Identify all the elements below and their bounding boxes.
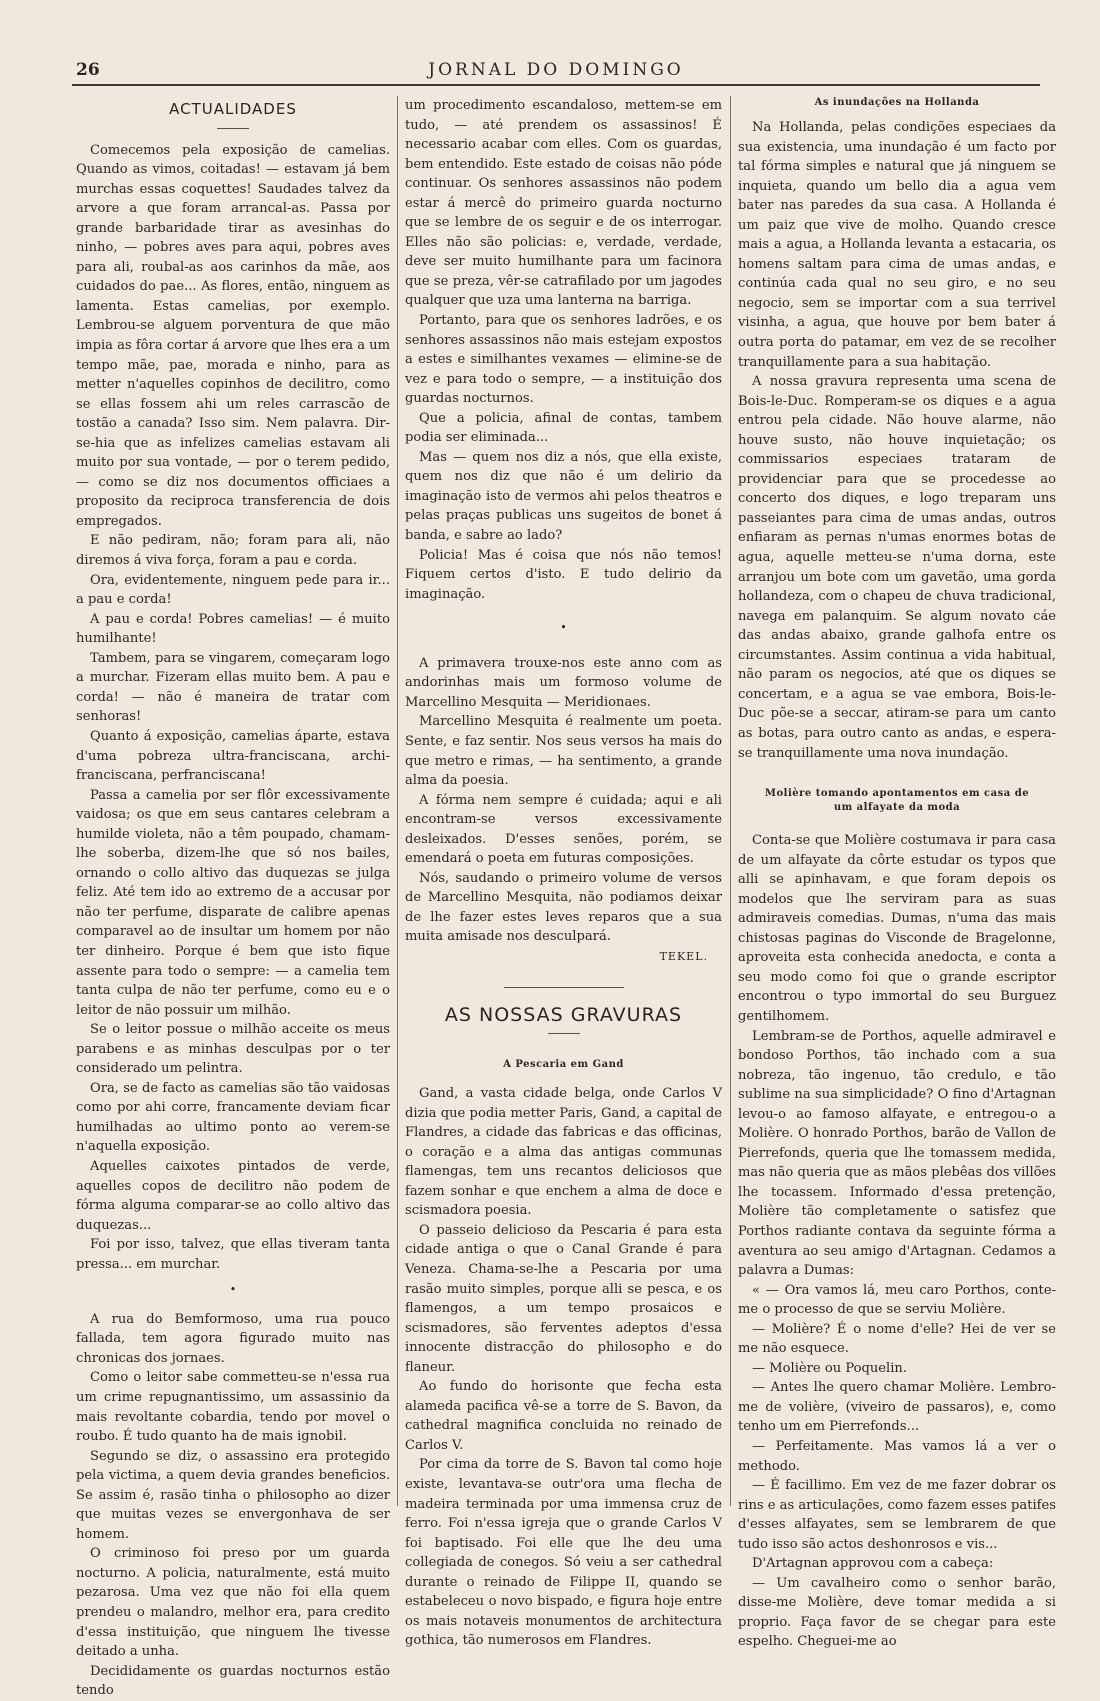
paragraph: Na Hollanda, pelas condições especiaes da sua existencia, uma inundação é um facto por tal fórma simples e natural que já ninguem se inquieta, quando um bello dia a agua vem bater nas paredes da sua casa. A Hollanda é um paiz que vive de molho. Quando cresce mais a agua, a Hollanda levanta a estacaria, os homens saltam para cima de umas andas, e continúa cada qual no seu giro, e no seu negocio, sem se importar com a sua terrivel visinha, a agua, que houve por bem bater á outra porta do patamar, em vez de se recolher tranquillamente para a sua habitação. — [738, 120, 1056, 370]
paragraph: Se o leitor possue o milhão acceite os meus parabens e as minhas desculpas por o ter considerado um pelintra. — [76, 1022, 390, 1077]
paragraph: Decididamente os guardas nocturnos estão tendo — [76, 1663, 390, 1699]
paragraph: — Molière ou Poquelin. — [752, 1360, 908, 1376]
paragraph: Segundo se diz, o assassino era protegido pela victima, a quem devia grandes beneficios. Se assim é, rasão tinha o philosopho ao dizer que muitas vezes se envergonhava de ser homem. — [76, 1448, 390, 1542]
paragraph: Que a policia, afinal de contas, tambem podia ser eliminada... — [405, 410, 722, 446]
paragraph: — É facillimo. Em vez de me fazer dobrar os rins e as articulações, como fazem esses patifes d'esses alfayates, sem se lembrarem de que tudo isso são actos deshonrosos e vis... — [738, 1478, 1056, 1552]
paragraph: Gand, a vasta cidade belga, onde Carlos V dizia que podia metter Paris, Gand, a capital de Flandres, a cidade das fabricas e das officinas, o coração e a alma das antigas communas flamengas, tem uns recantos deliciosos que fazem sonhar e que enchem a alma de doce e scismadora poesia. — [405, 1086, 722, 1219]
paragraph: — Antes lhe quero chamar Molière. Lembro-me de volière, (viveiro de passaros), e, como tenho um em Pierrefonds... — [738, 1380, 1056, 1435]
column-3 — [738, 96, 1056, 1650]
paragraph: um procedimento escandaloso, mettem-se em tudo, — até prendem os assassinos! É necessario acabar com elles. Com os guardas, bem entendido. Este estado de coisas não póde continuar. Os senhores assassinos não podem estar á mercê do primeiro guarda nocturno que se lembre de os seguir e de os interrogar. Elles não são policias: e, verdade, verdade, deve ser muito humilhante para um facinora que se preza, vêr-se catrafilado por um jagodes qualquer que uza uma lanterna na barriga. — [405, 98, 722, 309]
article-hollanda — [738, 118, 1056, 763]
paragraph: Passa a camelia por ser flôr excessivamente vaidosa; os que em seus cantares celebram a humilde violeta, não a têm poupado, chamam-lhe soberba, dizem-lhe que só nos bailes, ornando o collo altivo das duquezas se julga feliz. Até tem ido ao extremo de a accusar por não ter perfume, disparate de calibre apenas comparavel ao de insultar um homem por não ter dinheiro. Porque é bem que isto fique assente para todo o sempre: — a camelia tem tanta culpa de não ter perfume, como eu e o leitor de não possuir um milhão. — [76, 787, 390, 1018]
paragraph: Quanto á exposição, camelias áparte, estava d'uma pobreza ultra-franciscana, archi-franciscana, perfranciscana! — [76, 728, 390, 784]
title-rule — [217, 128, 249, 129]
column-divider — [730, 96, 731, 1506]
page-header — [72, 58, 1040, 86]
paragraph: O passeio delicioso da Pescaria é para esta cidade antiga o que o Canal Grande é para Veneza. Chama-se-lhe a Pescaria por uma rasão muito simples, porque alli se pesca, e os flamengos, a um tempo prosaicos e scismadores, são ferventes adeptos d'essa innocente distracção do philosopho e do flaneur. — [405, 1222, 722, 1375]
paragraph: — Molière? É o nome d'elle? Hei de ver se me não esquece. — [738, 1321, 1056, 1357]
paragraph: Conta-se que Molière costumava ir para casa de um alfayate da côrte estudar os typos que alli se apinhavam, e que foram depois os modelos que lhe serviram para as suas admiraveis comedias. Dumas, n'uma das mais chistosas paginas do Visconde de Bragelonne, aproveita esta conhecida anedocta, e conta a seu modo como foi que o grande escriptor encontrou o typo immortal do seu Burguez gentilhomem. — [738, 833, 1056, 1024]
paragraph: Por cima da torre de S. Bavon tal como hoje existe, levantava-se outr'ora uma flecha de madeira terminada por uma immensa cruz de ferro. Foi n'essa igreja que o grande Carlos V foi baptisado. Foi elle que lhe deu uma collegiada de conegos. Só veiu a ser cathedral durante o reinado de Filippe II, quando se estabeleceu o novo bispado, e figura hoje entre os mais notaveis monumentos de architectura gothica, tão numerosos em Flandres. — [405, 1457, 722, 1649]
paragraph: Lembram-se de Porthos, aquelle admiravel e bondoso Porthos, tão inchado com a sua nobreza, tão ingenuo, tão credulo, e tão sublime na sua simplicidade? O fino d'Artagnan levou-o ao famoso alfayate, e entregou-o a Molière. O honrado Porthos, barão de Vallon de Pierrefonds, queria que lhe tomassem medida, mas não queria que as mãos plebêas dos villões lhe tocassem. Informado d'essa pretenção, Molière tão completamente o satisfez que Porthos radiante contava da seguinte fórma a aventura ao seu amigo d'Artagnan. Cedamos a palavra a Dumas: — [738, 1028, 1056, 1279]
section-title: AS NOSSAS GRAVURAS — [444, 1003, 683, 1026]
article-continuation — [405, 96, 722, 604]
article-moliere — [738, 831, 1056, 1652]
column-divider — [397, 96, 398, 1506]
paragraph: A fórma nem sempre é cuidada; aqui e ali encontram-se versos excessivamente desleixados. D'esses senões, porém, se emendará o poeta em futuras composições. — [405, 792, 722, 867]
paragraph: A nossa gravura representa uma scena de Bois-le-Duc. Romperam-se os diques e a agua entrou pela cidade. Não houve alarme, não houve susto, não houve inquietação; os commissarios especiaes trataram de providenciar para que se procedesse ao concerto dos diques, e logo treparam uns passeiantes para cima de umas andas, outros enfiaram as pernas n'umas enormes botas de agua, aquelle metteu-se n'uma dorna, este arranjou um bote com um gavetão, uma gorda hollandeza, com o chapeu de chuva tradicional, navega em palanquim. Se algum novato cáe das andas abaixo, grande galhofa entre os circumstantes. Assim continua a vida habitual, não param os negocios, até que os diques se concertam, e a agua se vae embora, Bois-le-Duc põe-se a seccar, atiram-se para um canto as botas, para outro canto as andas, e espera-se tranquillamente uma nova inundação. — [738, 374, 1056, 761]
separator-dot: • — [229, 1283, 237, 1297]
article-subtitle: A Pescaria em Gand — [503, 1059, 624, 1071]
signature: TEKEL. — [659, 949, 708, 963]
article-subtitle: As inundações na Hollanda — [814, 97, 980, 108]
paragraph: Foi por isso, talvez, que ellas tiveram tanta pressa... em murchar. — [76, 1237, 390, 1272]
paragraph: Ao fundo do horisonte que fecha esta alameda pacifica vê-se a torre de S. Bavon, da cathedral magnifica concluida no reinado de Carlos V. — [405, 1379, 722, 1453]
article-actualidades — [76, 141, 390, 1275]
section-rule — [504, 987, 624, 988]
article-meridionaes — [405, 654, 722, 967]
paragraph: Tambem, para se vingarem, começaram logo a murchar. Fizeram ellas muito bem. A pau e corda! — não é maneira de tratar com senhoras! — [76, 650, 390, 725]
section-title: ACTUALIDADES — [169, 100, 297, 118]
article-subtitle: Molière tomando apontamentos em casa de um alfayate da moda — [764, 788, 1030, 814]
paragraph: A rua do Bemformoso, uma rua pouco fallada, tem agora figurado muito nas chronicas dos jornaes. — [76, 1311, 390, 1366]
paragraph: « — Ora vamos lá, meu caro Porthos, conte-me o processo de que se serviu Molière. — [738, 1282, 1056, 1318]
paragraph: Ora, se de facto as camelias são tão vaidosas como por ahi corre, francamente deviam ficar humilhadas ao ultimo ponto ao verem-se n'aquella exposição. — [76, 1080, 390, 1155]
separator-dot: • — [560, 621, 567, 635]
paragraph: Mas — quem nos diz a nós, que ella existe, quem nos diz que não é um delirio da imaginação isto de vermos ahi pelos theatros e pelas praças publicas uns sugeitos de bonet á banda, e sabre ao lado? — [405, 449, 722, 544]
paragraph: — Um cavalheiro como o senhor barão, disse-me Molière, deve tomar medida a si proprio. Faça favor de se chegar para este espelho. Cheguei-me ao — [738, 1575, 1056, 1650]
paragraph: O criminoso foi preso por um guarda nocturno. A policia, naturalmente, está muito pezarosa. Uma vez que não foi ella quem prendeu o malandro, melhor era, para credito d'essa instituição, que ninguem lhe tivesse deitado a unha. — [76, 1546, 390, 1660]
paragraph: Portanto, para que os senhores ladrões, e os senhores assassinos não mais estejam expostos a estes e similhantes vexames — elimine-se de vez e para todo o sempre, — a instituição dos guardas nocturnos. — [405, 313, 722, 407]
paragraph: Aquelles caixotes pintados de verde, aquelles copos de decilitro não podem de fórma alguma comparar-se ao collo altivo das duquezas... — [76, 1158, 390, 1233]
paragraph: E não pediram, não; foram para ali, não diremos á viva força, foram a pau e corda. — [76, 533, 390, 569]
paragraph: Nós, saudando o primeiro volume de versos de Marcellino Mesquita, não podiamos deixar de lhe fazer estes leves reparos que a sua muita amisade nos desculpará. — [405, 870, 722, 945]
paragraph: A primavera trouxe-nos este anno com as andorinhas mais um formoso volume de Marcellino Mesquita — Meridionaes. — [405, 655, 722, 710]
paragraph: Policia! Mas é coisa que nós não temos! Fiquem certos d'isto. E tudo delirio da imaginação. — [405, 547, 722, 602]
paragraph: Comecemos pela exposição de camelias. Quando as vimos, coitadas! — estavam já bem murchas essas coquettes! Saudades talvez da arvore a que foram arrancal-as. Passa por grande barbaridade tirar as avesinhas do ninho, — pobres aves para aqui, pobres aves para ali, roubal-as aos carinhos da mãe, aos cuidados do pae... As flores, então, ninguem as lamenta. Estas camelias, por exemplo. Lembrou-se alguem porventura de que mão impia as fôra cortar á arvore que lhes era a um tempo mãe, pae, morada e ninho, para as metter n'aquelles copinhos de decilitro, como se ellas fossem ahi um reles carrascão de tostão a canada? Isso sim. Nem palavra. Dir-se-hia que as infelizes camelias estavam ali muito por sua vontade, — por o terem pedido, — como se diz nos documentos officiaes a proposito da reciproca transferencia de dois empregados. — [76, 142, 391, 529]
column-1 — [76, 96, 391, 1699]
journal-title: JORNAL DO DOMINGO — [428, 60, 684, 80]
paragraph: D'Artagnan approvou com a cabeça: — [752, 1556, 994, 1572]
paragraph: Marcellino Mesquita é realmente um poeta. Sente, e faz sentir. Nos seus versos ha mais do que metro e rimas, — ha sentimento, a grande alma da poesia. — [405, 714, 722, 789]
article-bemformoso — [76, 1310, 390, 1701]
page-number: 26 — [76, 60, 100, 80]
paragraph: Ora, evidentemente, ninguem pede para ir... a pau e corda! — [76, 572, 390, 608]
column-2 — [405, 96, 722, 1649]
title-rule — [548, 1033, 580, 1034]
article-pescaria — [405, 1084, 722, 1651]
paragraph: A pau e corda! Pobres camelias! — é muito humilhante! — [76, 611, 390, 647]
paragraph: — Perfeitamente. Mas vamos lá a ver o methodo. — [738, 1439, 1056, 1474]
paragraph: Como o leitor sabe commetteu-se n'essa rua um crime repugnantissimo, um assassinio da mais revoltante cobardia, tendo por movel o roubo. É tudo quanto ha de mais ignobil. — [76, 1370, 390, 1445]
